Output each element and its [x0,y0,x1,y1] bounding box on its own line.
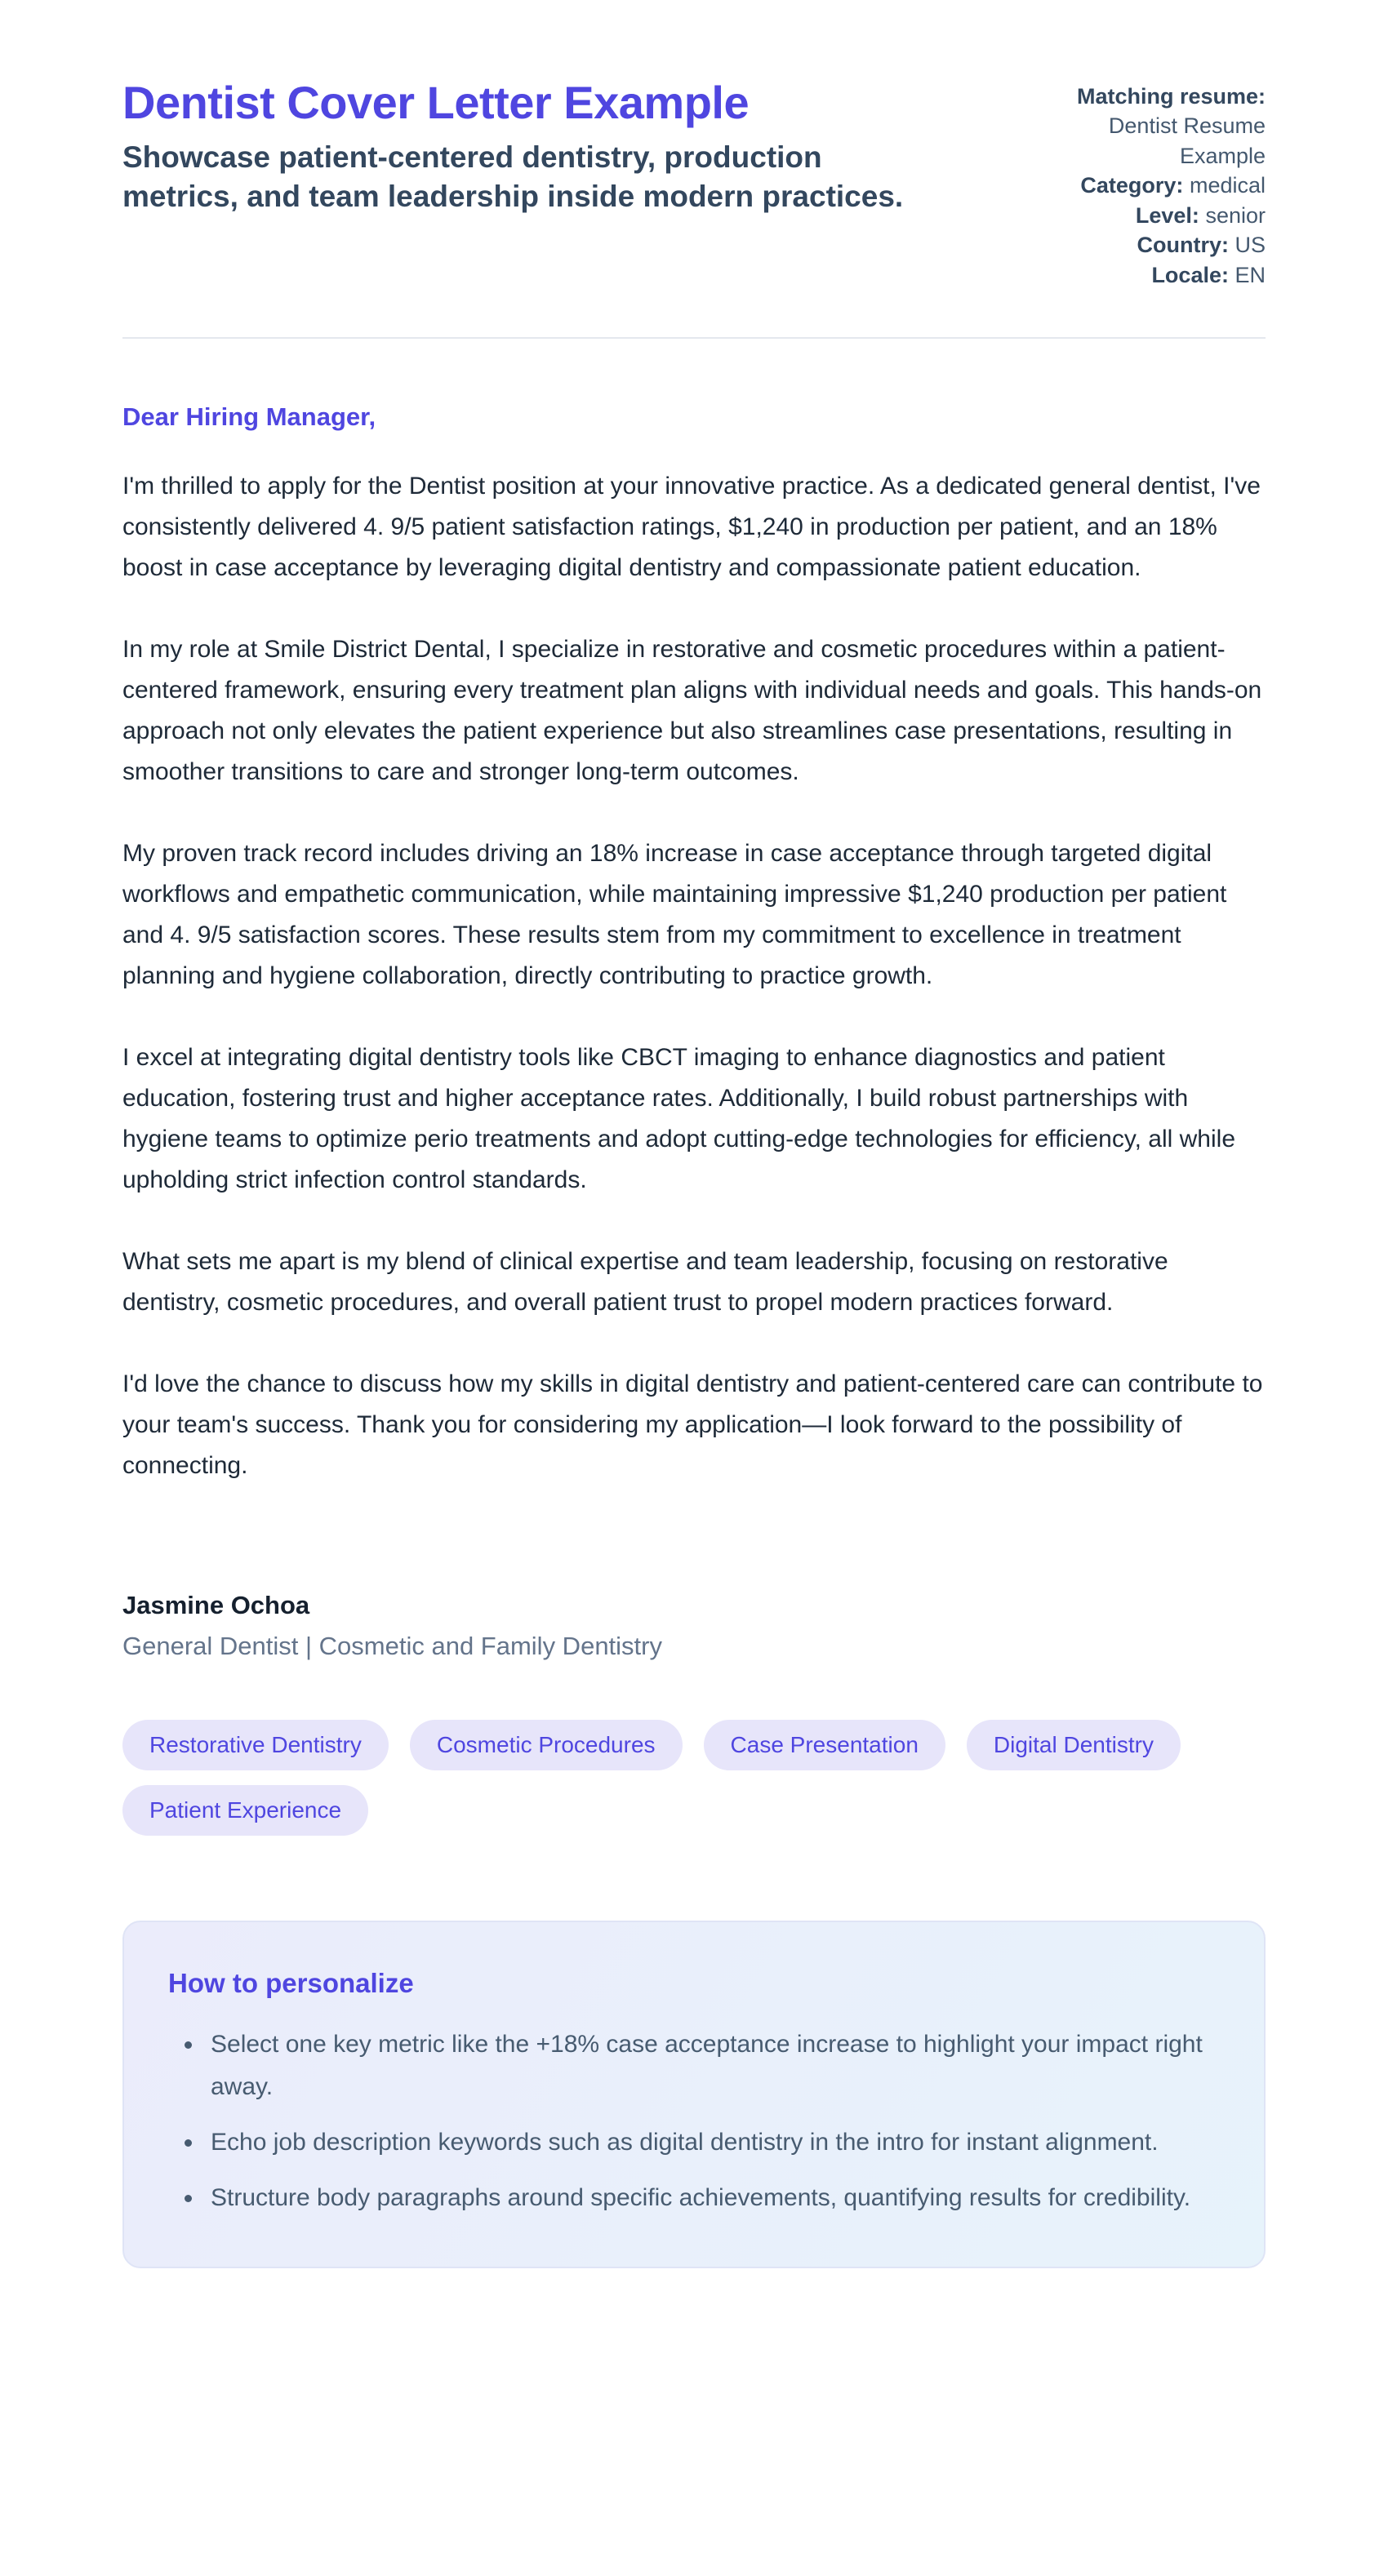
letter-paragraph: I excel at integrating digital dentistry tools like CBCT imaging to enhance diagnostics and patient education, fostering trust and higher acceptance rates. Additionally, I build robust partnerships with hygiene teams to optimize perio treatments and adopt cutting-edge technologies for efficiency, all while upholding strict infection control standards. [122,1044,1236,1194]
meta-matching-resume [1045,82,1266,171]
letter-paragraph: I'd love the chance to discuss how my skills in digital dentistry and patient-centered care can contribute to your team's success. Thank you for considering my application—I look forward to the possibility of connecting. [122,1370,1263,1480]
skill-tag: Cosmetic Procedures [410,1720,683,1770]
meta-country [1045,230,1266,260]
header-title-block [122,75,996,290]
page-subtitle: Showcase patient-centered dentistry, production metrics, and team leadership inside modern practices. [122,140,904,214]
meta-label: Locale: [1151,262,1229,287]
meta-value: EN [1235,262,1266,287]
personalize-title: How to personalize [168,1968,414,1999]
salutation: Dear Hiring Manager, [122,402,376,432]
signature-role: General Dentist | Cosmetic and Family Dentistry [122,1632,662,1661]
letter-paragraph: I'm thrilled to apply for the Dentist position at your innovative practice. As a dedicated general dentist, I've consistently delivered 4. 9/5 patient satisfaction ratings, $1,240 in production per patient, and an 18% boost in case acceptance by leveraging digital dentistry and compassionate patient education. [122,473,1261,582]
meta-value: US [1235,233,1266,258]
skill-tag-list [122,1720,1266,1836]
meta-category [1045,171,1266,200]
meta-locale [1045,260,1266,290]
signature-name: Jasmine Ochoa [122,1591,310,1620]
personalize-bullet: • Select one key metric like the +18% case acceptance increase to highlight your impact right away. [204,2023,1220,2108]
personalize-bullet: • Echo job description keywords such as digital dentistry in the intro for instant alignment. [204,2121,1220,2164]
letter-paragraph: My proven track record includes driving an 18% increase in case acceptance through targeted digital workflows and empathetic communication, while maintaining impressive $1,240 production per patient and 4. 9/5 satisfaction scores. These results stem from my commitment to excellence in treatment planning and hygiene collaboration, directly contributing to practice growth. [122,840,1227,990]
page-header [122,75,1266,290]
meta-panel [1045,75,1266,290]
meta-level [1045,201,1266,230]
skill-tag: Digital Dentistry [967,1720,1181,1770]
header-divider [122,337,1266,339]
page-title: Dentist Cover Letter Example [122,77,750,128]
meta-value: medical [1189,173,1266,198]
personalize-bullet-list [168,2023,1220,2219]
letter-paragraphs [122,466,1266,1486]
meta-value: Dentist Resume Example [1108,113,1266,168]
meta-label: Country: [1137,233,1229,258]
letter-paragraph: What sets me apart is my blend of clinical expertise and team leadership, focusing on restorative dentistry, cosmetic procedures, and overall patient trust to propel modern practices forward. [122,1248,1168,1317]
skill-tag: Restorative Dentistry [122,1720,389,1770]
skill-tag: Patient Experience [122,1785,368,1836]
personalize-bullet: • Structure body paragraphs around specific achievements, quantifying results for credibility. [204,2177,1220,2219]
meta-label: Matching resume: [1076,84,1266,109]
skill-tag: Case Presentation [704,1720,945,1770]
meta-label: Category: [1080,173,1184,198]
meta-value: senior [1205,202,1266,228]
cover-letter-body [122,402,1266,1661]
personalize-card [122,1921,1266,2268]
letter-paragraph: In my role at Smile District Dental, I specialize in restorative and cosmetic procedures within a patient-centered framework, ensuring every treatment plan aligns with individual needs and goals. This hands-on approach not only elevates the patient experience but also streamlines case presentations, resulting in smoother transitions to care and stronger long-term outcomes. [122,636,1262,786]
meta-label: Level: [1135,202,1199,228]
cover-letter-page [122,75,1266,2268]
